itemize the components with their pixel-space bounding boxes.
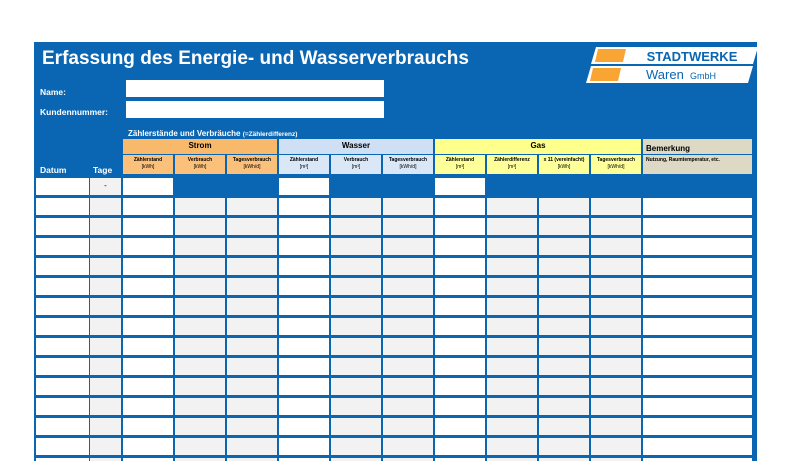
- table-cell[interactable]: [383, 198, 433, 215]
- table-cell[interactable]: [487, 278, 537, 295]
- table-cell[interactable]: [175, 358, 225, 375]
- svg-text:STADTWERKE: STADTWERKE: [646, 49, 738, 64]
- table-cell[interactable]: [435, 398, 485, 415]
- table-cell[interactable]: [383, 418, 433, 435]
- table-cell[interactable]: [123, 318, 173, 335]
- table-cell[interactable]: [175, 218, 225, 235]
- table-cell[interactable]: [487, 398, 537, 415]
- table-cell[interactable]: [539, 358, 589, 375]
- table-cell[interactable]: [279, 258, 329, 275]
- sub-header-title: Zählerstand: [289, 157, 319, 163]
- table-cell[interactable]: [539, 398, 589, 415]
- table-cell[interactable]: [175, 338, 225, 355]
- datum-header: Datum: [40, 165, 67, 175]
- table-cell[interactable]: [36, 338, 89, 355]
- table-cell[interactable]: [591, 258, 641, 275]
- table-cell[interactable]: [435, 218, 485, 235]
- table-cell[interactable]: [36, 318, 89, 335]
- sub-header-title: Tagesverbrauch: [232, 157, 272, 163]
- table-cell[interactable]: [123, 378, 173, 395]
- table-cell[interactable]: [175, 298, 225, 315]
- table-cell[interactable]: [331, 358, 381, 375]
- table-cell[interactable]: [90, 418, 121, 435]
- table-cell[interactable]: [539, 278, 589, 295]
- table-cell[interactable]: [36, 298, 89, 315]
- sub-header-gas-0: [435, 155, 485, 174]
- table-cell[interactable]: [175, 278, 225, 295]
- table-cell[interactable]: [175, 438, 225, 455]
- table-cell[interactable]: [643, 438, 752, 455]
- table-cell[interactable]: [435, 238, 485, 255]
- sub-header-title: x 11 (vereinfacht): [543, 157, 585, 163]
- table-cell[interactable]: [331, 238, 381, 255]
- table-cell[interactable]: [175, 418, 225, 435]
- table-cell[interactable]: [36, 378, 89, 395]
- table-cell[interactable]: [123, 398, 173, 415]
- sub-header-unit: [m³]: [507, 163, 517, 170]
- sub-header-wasser-1: [331, 155, 381, 174]
- sub-header-unit: [kWh/d]: [607, 163, 625, 170]
- table-cell[interactable]: [643, 418, 752, 435]
- table-cell[interactable]: [331, 418, 381, 435]
- table-cell[interactable]: [227, 258, 277, 275]
- table-cell[interactable]: [90, 358, 121, 375]
- table-cell[interactable]: [435, 438, 485, 455]
- section-title-note: (=Zählerdifferenz): [242, 131, 298, 138]
- table-cell[interactable]: [591, 318, 641, 335]
- table-cell[interactable]: [435, 418, 485, 435]
- table-cell[interactable]: [643, 298, 752, 315]
- table-cell[interactable]: [227, 218, 277, 235]
- table-cell[interactable]: [123, 178, 173, 195]
- table-cell[interactable]: [487, 438, 537, 455]
- sub-header-unit: [kWh]: [141, 163, 155, 170]
- bemerkung-header: [643, 139, 752, 154]
- table-cell[interactable]: [175, 198, 225, 215]
- table-cell[interactable]: [227, 238, 277, 255]
- table-cell[interactable]: [539, 438, 589, 455]
- table-cell[interactable]: [643, 318, 752, 335]
- table-cell[interactable]: [539, 198, 589, 215]
- table-cell[interactable]: [90, 238, 121, 255]
- table-cell[interactable]: [227, 378, 277, 395]
- table-cell[interactable]: [279, 178, 329, 195]
- group-header-strom: [123, 139, 277, 154]
- table-cell[interactable]: [487, 358, 537, 375]
- name-input[interactable]: [126, 80, 384, 97]
- table-cell[interactable]: [383, 378, 433, 395]
- table-cell[interactable]: [331, 438, 381, 455]
- table-cell[interactable]: [279, 198, 329, 215]
- sub-header-wasser-0: [279, 155, 329, 174]
- table-cell[interactable]: [383, 438, 433, 455]
- group-header-gas: [435, 139, 641, 154]
- table-cell[interactable]: [123, 438, 173, 455]
- table-cell[interactable]: [487, 258, 537, 275]
- sub-header-unit: [kWh/d]: [399, 163, 417, 170]
- svg-text:Waren: Waren: [646, 67, 684, 82]
- table-cell[interactable]: [591, 438, 641, 455]
- table-cell[interactable]: [175, 318, 225, 335]
- table-cell[interactable]: [331, 198, 381, 215]
- table-cell[interactable]: [435, 278, 485, 295]
- table-cell[interactable]: [279, 378, 329, 395]
- table-cell[interactable]: [331, 298, 381, 315]
- table-cell[interactable]: [227, 358, 277, 375]
- table-cell[interactable]: [643, 258, 752, 275]
- table-cell[interactable]: [90, 218, 121, 235]
- tage-value: -: [104, 181, 107, 190]
- table-cell[interactable]: [435, 358, 485, 375]
- table-cell[interactable]: [591, 418, 641, 435]
- table-cell[interactable]: [227, 298, 277, 315]
- table-cell[interactable]: [36, 438, 89, 455]
- table-cell[interactable]: [175, 258, 225, 275]
- bemerkung-sub-label: Nutzung, Raumtemperatur, etc.: [646, 157, 720, 163]
- table-cell[interactable]: [227, 338, 277, 355]
- table-cell[interactable]: [487, 378, 537, 395]
- table-cell[interactable]: [227, 278, 277, 295]
- table-cell[interactable]: [36, 218, 89, 235]
- table-cell[interactable]: [90, 178, 121, 195]
- table-cell[interactable]: [643, 198, 752, 215]
- table-cell[interactable]: [279, 438, 329, 455]
- table-cell[interactable]: [539, 238, 589, 255]
- kundennummer-label: Kundennummer:: [40, 107, 108, 117]
- table-cell[interactable]: [435, 318, 485, 335]
- table-cell[interactable]: [90, 438, 121, 455]
- table-cell[interactable]: [539, 378, 589, 395]
- group-header-wasser: [279, 139, 433, 154]
- table-cell[interactable]: [36, 278, 89, 295]
- tage-header: Tage: [93, 165, 113, 175]
- table-cell[interactable]: [643, 278, 752, 295]
- table-cell[interactable]: [90, 318, 121, 335]
- table-cell[interactable]: [383, 238, 433, 255]
- table-cell[interactable]: [591, 198, 641, 215]
- table-cell[interactable]: [643, 358, 752, 375]
- table-cell[interactable]: [591, 358, 641, 375]
- sub-header-gas-3: [591, 155, 641, 174]
- table-cell[interactable]: [175, 398, 225, 415]
- sub-header-strom-0: [123, 155, 173, 174]
- sub-header-title: Zählerstand: [133, 157, 163, 163]
- table-cell[interactable]: [591, 238, 641, 255]
- table-cell[interactable]: [123, 218, 173, 235]
- table-cell[interactable]: [175, 378, 225, 395]
- table-cell[interactable]: [279, 318, 329, 335]
- sub-header-gas-2: [539, 155, 589, 174]
- table-cell[interactable]: [487, 238, 537, 255]
- table-cell[interactable]: [227, 318, 277, 335]
- sub-header-unit: [m³]: [299, 163, 309, 170]
- table-cell[interactable]: [383, 338, 433, 355]
- sub-header-unit: [kWh]: [193, 163, 207, 170]
- table-cell[interactable]: [90, 258, 121, 275]
- table-cell[interactable]: [123, 198, 173, 215]
- table-cell[interactable]: [591, 218, 641, 235]
- table-cell[interactable]: [331, 218, 381, 235]
- table-cell[interactable]: [331, 398, 381, 415]
- stadtwerke-logo: [580, 46, 757, 84]
- table-cell[interactable]: [487, 338, 537, 355]
- section-title-text: Zählerstände und Verbräuche: [128, 129, 241, 138]
- section-title: [128, 129, 297, 138]
- bemerkung-sub-header: [643, 155, 752, 174]
- table-cell[interactable]: [383, 298, 433, 315]
- table-cell[interactable]: [643, 378, 752, 395]
- table-cell[interactable]: [487, 318, 537, 335]
- table-cell[interactable]: [487, 198, 537, 215]
- sub-header-gas-1: [487, 155, 537, 174]
- table-cell[interactable]: [539, 298, 589, 315]
- sub-header-unit: [m³]: [351, 163, 361, 170]
- table-cell[interactable]: [331, 338, 381, 355]
- table-cell[interactable]: [123, 278, 173, 295]
- table-cell[interactable]: [331, 258, 381, 275]
- table-cell[interactable]: [643, 238, 752, 255]
- table-cell[interactable]: [227, 418, 277, 435]
- table-cell[interactable]: [539, 258, 589, 275]
- table-cell[interactable]: [383, 278, 433, 295]
- table-cell[interactable]: [435, 298, 485, 315]
- table-cell[interactable]: [90, 198, 121, 215]
- table-cell[interactable]: [90, 378, 121, 395]
- table-cell[interactable]: [643, 218, 752, 235]
- sub-header-wasser-2: [383, 155, 433, 174]
- table-cell[interactable]: [36, 398, 89, 415]
- sub-header-title: Zählerdifferenz: [494, 157, 530, 163]
- table-cell[interactable]: [435, 258, 485, 275]
- table-cell[interactable]: [36, 198, 89, 215]
- table-cell[interactable]: [487, 218, 537, 235]
- table-cell[interactable]: [383, 398, 433, 415]
- table-cell[interactable]: [331, 278, 381, 295]
- table-cell[interactable]: [279, 338, 329, 355]
- table-cell[interactable]: [435, 378, 485, 395]
- sub-header-strom-1: [175, 155, 225, 174]
- table-cell[interactable]: [90, 338, 121, 355]
- table-cell[interactable]: [36, 418, 89, 435]
- page-title: Erfassung des Energie- und Wasserverbrauchs: [42, 48, 469, 69]
- table-cell[interactable]: [90, 298, 121, 315]
- table-cell[interactable]: [36, 258, 89, 275]
- group-label-strom: Strom: [188, 141, 212, 150]
- group-label-wasser: Wasser: [341, 141, 371, 150]
- table-cell[interactable]: [331, 378, 381, 395]
- table-cell[interactable]: [123, 298, 173, 315]
- sub-header-title: Zählerstand: [445, 157, 475, 163]
- table-cell[interactable]: [36, 178, 89, 195]
- table-cell[interactable]: [123, 418, 173, 435]
- table-cell[interactable]: [123, 338, 173, 355]
- table-cell[interactable]: [643, 398, 752, 415]
- sub-header-title: Verbrauch: [187, 157, 213, 163]
- table-cell[interactable]: [487, 418, 537, 435]
- table-cell[interactable]: [383, 218, 433, 235]
- group-label-gas: Gas: [530, 141, 546, 150]
- table-cell[interactable]: [643, 338, 752, 355]
- table-cell[interactable]: [591, 278, 641, 295]
- table-cell[interactable]: [227, 198, 277, 215]
- table-cell[interactable]: [36, 238, 89, 255]
- table-cell[interactable]: [36, 358, 89, 375]
- table-cell[interactable]: [435, 198, 485, 215]
- table-cell[interactable]: [487, 298, 537, 315]
- table-cell[interactable]: [539, 418, 589, 435]
- table-cell[interactable]: [279, 398, 329, 415]
- sub-header-title: Tagesverbrauch: [388, 157, 428, 163]
- table-cell[interactable]: [383, 318, 433, 335]
- table-cell[interactable]: [227, 438, 277, 455]
- table-cell[interactable]: [539, 338, 589, 355]
- table-cell[interactable]: [279, 358, 329, 375]
- table-cell[interactable]: [123, 258, 173, 275]
- table-cell[interactable]: [279, 238, 329, 255]
- sub-header-unit: [m³]: [455, 163, 465, 170]
- sub-header-title: Verbrauch: [343, 157, 369, 163]
- table-cell[interactable]: [591, 338, 641, 355]
- table-cell[interactable]: [123, 238, 173, 255]
- table-cell[interactable]: [539, 218, 589, 235]
- table-cell[interactable]: [591, 378, 641, 395]
- sub-header-strom-2: [227, 155, 277, 174]
- table-cell[interactable]: [331, 318, 381, 335]
- sub-header-unit: [kWh/d]: [243, 163, 261, 170]
- table-cell[interactable]: [279, 278, 329, 295]
- sub-header-title: Tagesverbrauch: [596, 157, 636, 163]
- name-label: Name:: [40, 87, 66, 97]
- table-cell[interactable]: [591, 398, 641, 415]
- table-cell[interactable]: [279, 418, 329, 435]
- table-cell[interactable]: [383, 358, 433, 375]
- table-cell[interactable]: [123, 358, 173, 375]
- table-cell[interactable]: [279, 298, 329, 315]
- table-cell[interactable]: [383, 258, 433, 275]
- table-cell[interactable]: [279, 218, 329, 235]
- table-cell[interactable]: [539, 318, 589, 335]
- table-cell[interactable]: [90, 398, 121, 415]
- table-cell[interactable]: [90, 278, 121, 295]
- bemerkung-label: Bemerkung: [646, 144, 691, 153]
- svg-text:GmbH: GmbH: [690, 71, 717, 81]
- table-cell[interactable]: [435, 178, 485, 195]
- consumption-sheet: [34, 42, 757, 461]
- table-cell[interactable]: [227, 398, 277, 415]
- kundennummer-input[interactable]: [126, 101, 384, 118]
- table-cell[interactable]: [435, 338, 485, 355]
- sub-header-unit: [kWh]: [557, 163, 571, 170]
- table-cell[interactable]: [591, 298, 641, 315]
- table-cell[interactable]: [175, 238, 225, 255]
